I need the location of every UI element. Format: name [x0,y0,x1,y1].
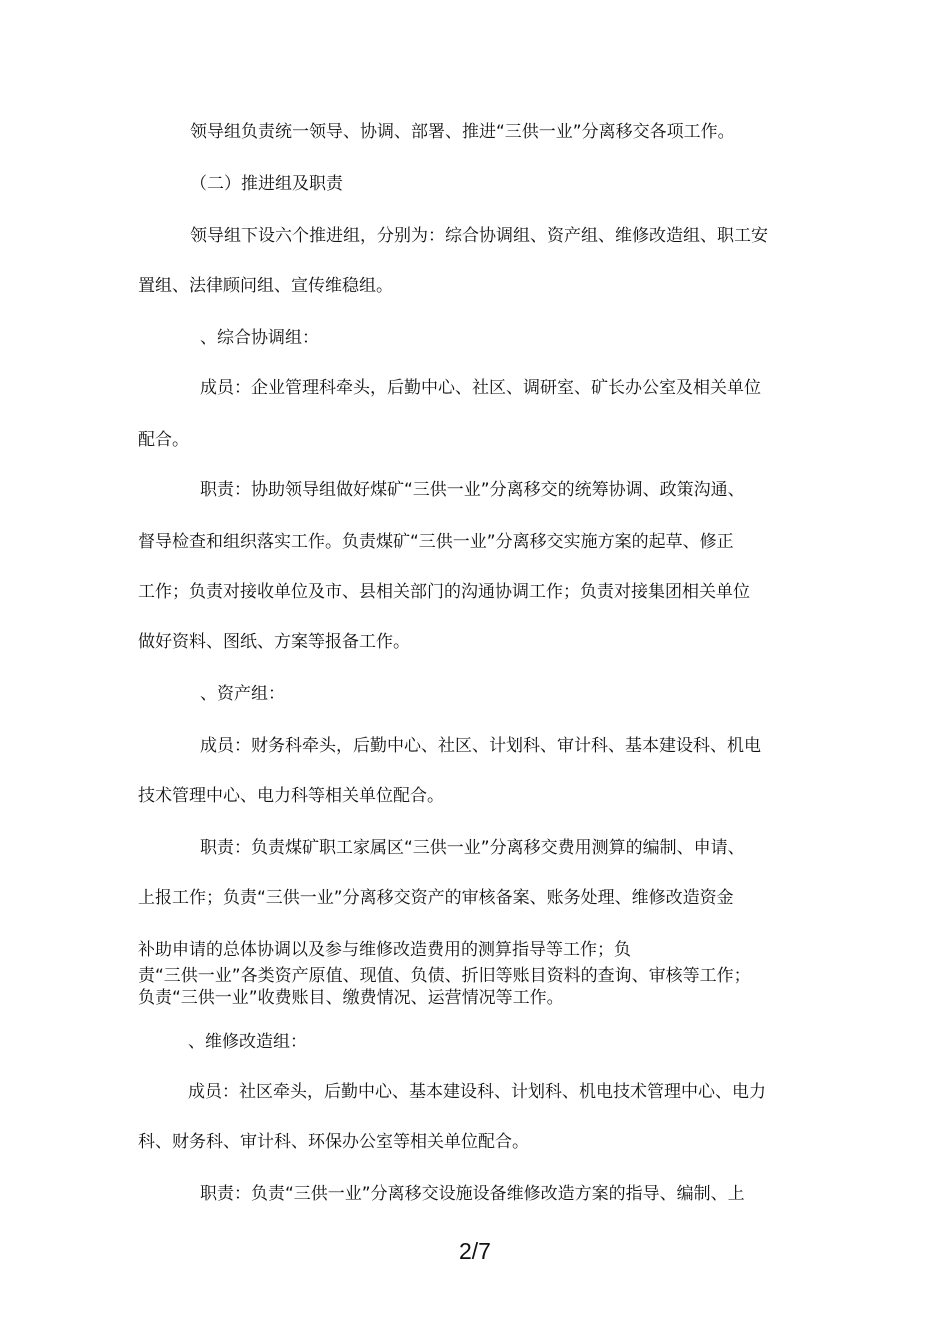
paragraph-line: 做好资料、图纸、方案等报备工作。 [138,632,410,652]
paragraph-line: 科、财务科、审计科、环保办公室等相关单位配合。 [138,1132,529,1152]
subsection-heading: 、维修改造组： [188,1032,307,1052]
paragraph-line: 置组、法律顾问组、宣传维稳组。 [138,276,393,296]
subsection-heading: 、资产组： [200,684,285,704]
paragraph-line: 负责“三供一业”收费账目、缴费情况、运营情况等工作。 [138,988,564,1008]
paragraph-line: 技术管理中心、电力科等相关单位配合。 [138,786,444,806]
paragraph-line: 上报工作；负责“三供一业”分离移交资产的审核备案、账务处理、维修改造资金 [138,888,734,908]
paragraph-line: 配合。 [138,430,189,450]
paragraph-line: 领导组下设六个推进组，分别为：综合协调组、资产组、维修改造组、职工安 [190,226,768,246]
page-number: 2/7 [459,1238,491,1264]
paragraph-line: 成员：企业管理科牵头，后勤中心、社区、调研室、矿长办公室及相关单位 [200,378,761,398]
paragraph-line: 补助申请的总体协调以及参与维修改造费用的测算指导等工作；负 [138,940,631,960]
section-heading: （二）推进组及职责 [190,174,343,194]
paragraph-line: 责“三供一业”各类资产原值、现值、负债、折旧等账目资料的查询、审核等工作； [138,966,751,986]
paragraph-line: 领导组负责统一领导、协调、部署、推进“三供一业”分离移交各项工作。 [190,122,735,142]
paragraph-line: 工作；负责对接收单位及市、县相关部门的沟通协调工作；负责对接集团相关单位 [138,582,750,602]
paragraph-line: 职责：协助领导组做好煤矿“三供一业”分离移交的统筹协调、政策沟通、 [200,480,745,500]
paragraph-line: 成员：社区牵头，后勤中心、基本建设科、计划科、机电技术管理中心、电力 [188,1082,766,1102]
paragraph-line: 职责：负责“三供一业”分离移交设施设备维修改造方案的指导、编制、上 [200,1184,745,1204]
paragraph-line: 督导检查和组织落实工作。负责煤矿“三供一业”分离移交实施方案的起草、修正 [138,532,734,552]
paragraph-line: 职责：负责煤矿职工家属区“三供一业”分离移交费用测算的编制、申请、 [200,838,745,858]
subsection-heading: 、综合协调组： [200,328,319,348]
paragraph-line: 成员：财务科牵头，后勤中心、社区、计划科、审计科、基本建设科、机电 [200,736,761,756]
